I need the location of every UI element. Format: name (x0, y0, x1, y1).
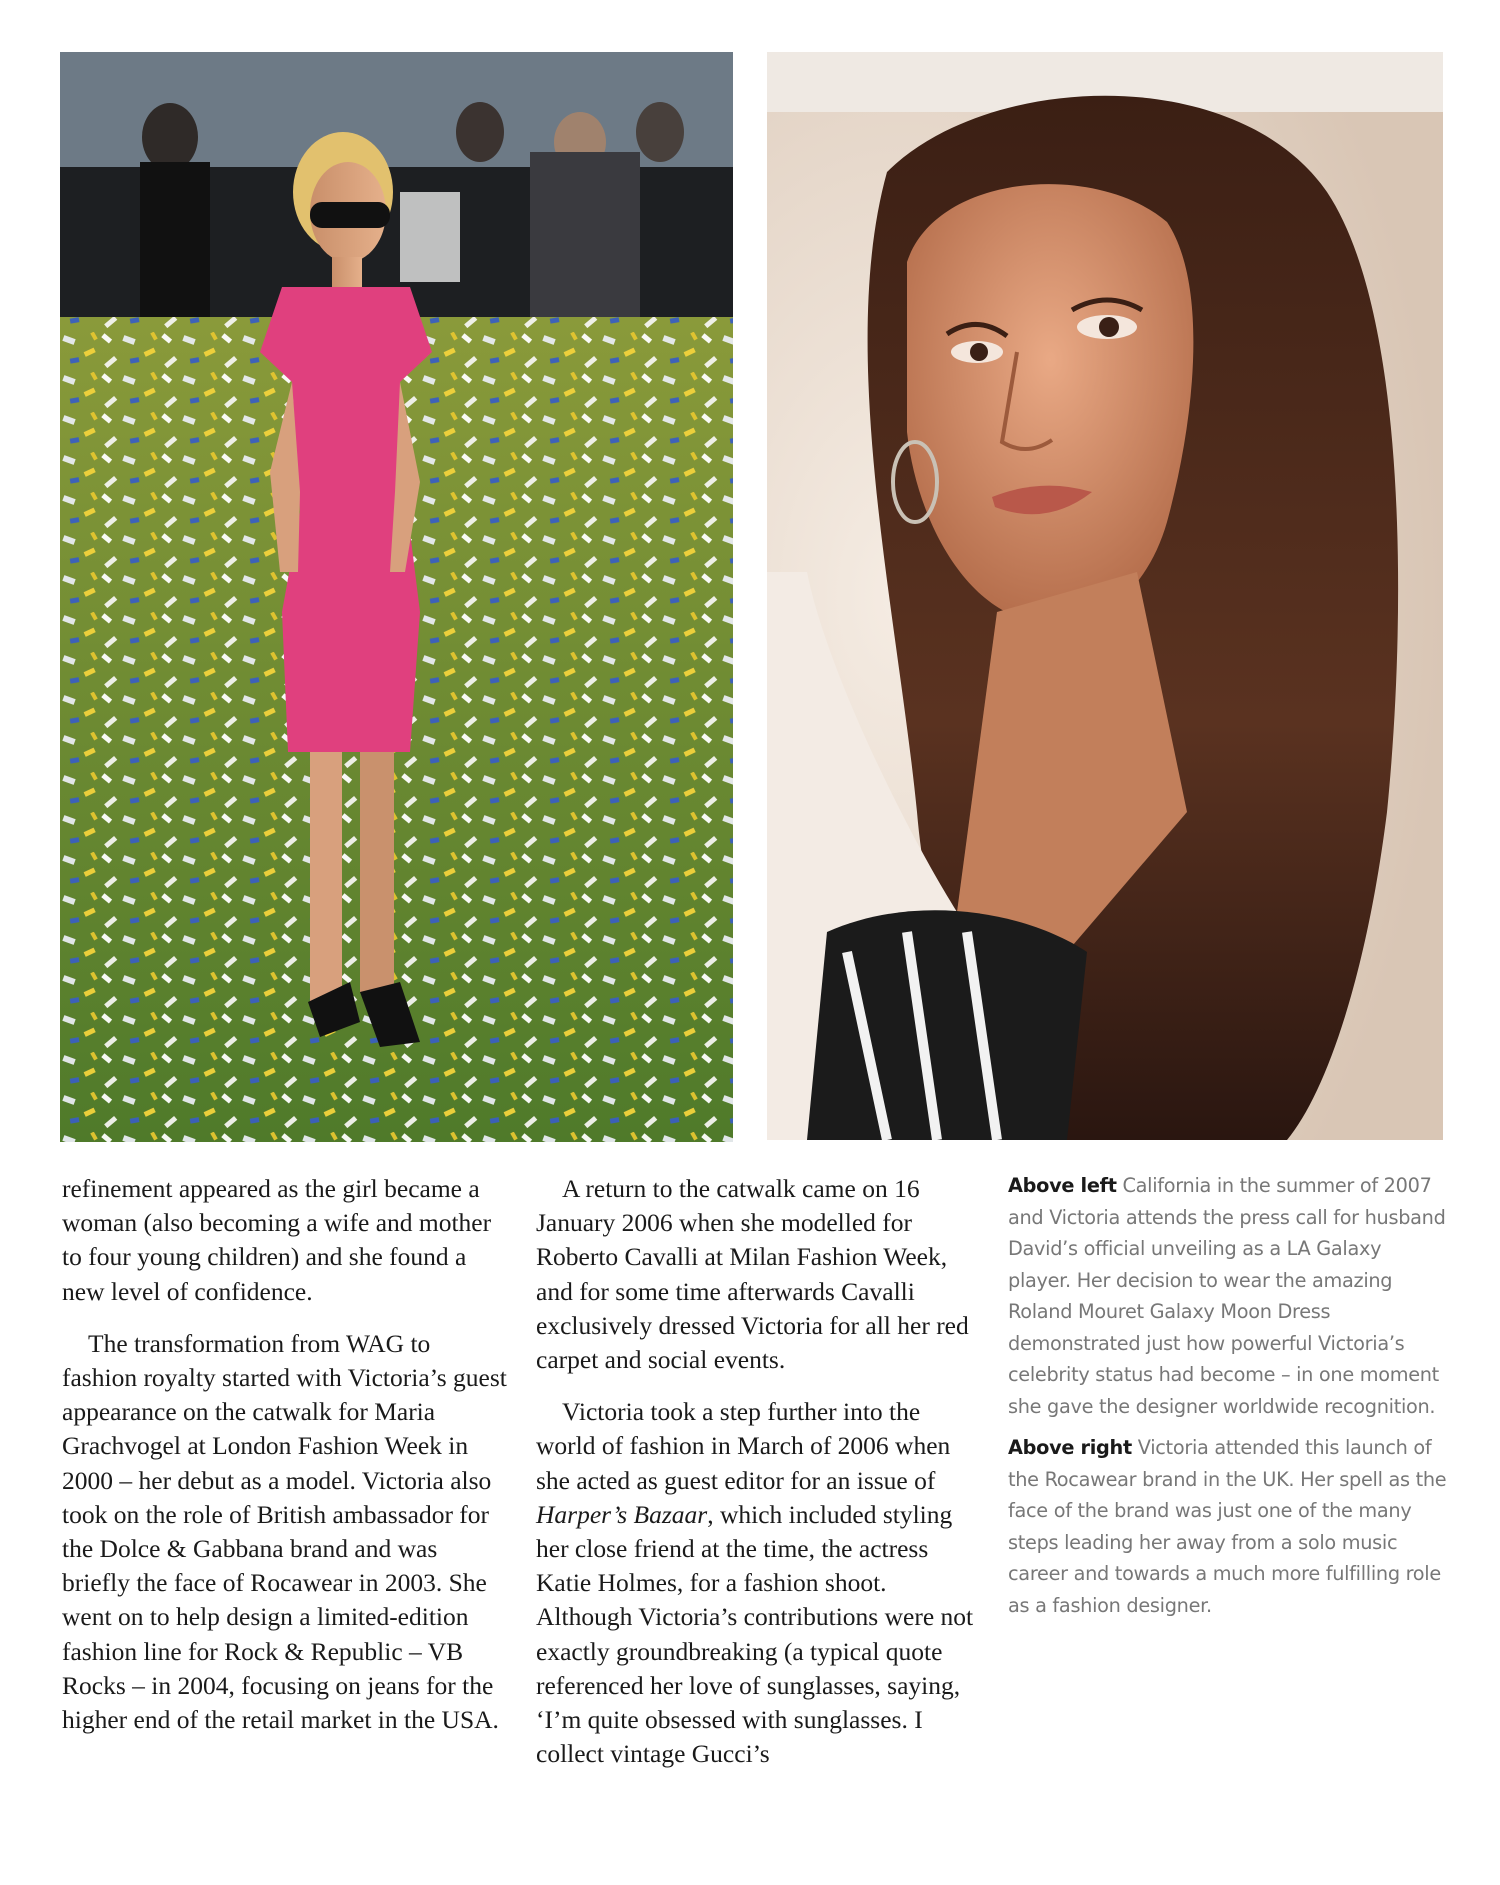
caption-left-label: Above left (1008, 1174, 1117, 1197)
photo-left-illustration (60, 52, 733, 1142)
photo-captions (1008, 1170, 1448, 1631)
caption-right-text: Victoria attended this launch of the Rocawear brand in the UK. Her spell as the face of the brand was just one of the many steps leading her away from a solo music career and towards a much more fulfilling role as a fashion designer. (1008, 1436, 1447, 1617)
body-column-2 (536, 1172, 986, 1771)
magazine-title: Harper’s Bazaar (536, 1499, 708, 1529)
column2-paragraph-2 (536, 1395, 986, 1771)
caption-left (1008, 1170, 1448, 1422)
column2-p2-before: Victoria took a step further into the world of fashion in March of 2006 when she acted as guest editor for an issue of (536, 1397, 951, 1495)
column2-p2-after: , which included styling her close friend at the time, the actress Katie Holmes, for a fashion shoot. Although Victoria’s contributions were not exactly groundbreaking (a typical quote referenced her love of sunglasses, saying, ‘I’m quite obsessed with sunglasses. I collect vintage Gucci’s (536, 1499, 974, 1769)
caption-left-text: California in the summer of 2007 and Victoria attends the press call for husband David’s official unveiling as a LA Galaxy player. Her decision to wear the amazing Roland Mouret Galaxy Moon Dress demonstrated just how powerful Victoria’s celebrity status had become – in one moment she gave the designer worldwide recognition. (1008, 1174, 1446, 1418)
photo-left (60, 52, 733, 1142)
photo-right-illustration (767, 52, 1443, 1140)
column1-paragraph-1: refinement appeared as the girl became a woman (also becoming a wife and mother to four young children) and she found a new level of confidence. (62, 1174, 492, 1306)
caption-right-label: Above right (1008, 1436, 1132, 1459)
column1-paragraph-2: The transformation from WAG to fashion royalty started with Victoria’s guest appearance on the catwalk for Maria Grachvogel at London Fashion Week in 2000 – her debut as a model. Victoria also took on the role of British ambassador for the Dolce & Gabbana brand and was briefly the face of Rocawear in 2003. She went on to help design a limited-edition fashion line for Rock & Republic – VB Rocks – in 2004, focusing on jeans for the higher end of the retail market in the USA. (62, 1328, 507, 1735)
caption-right (1008, 1432, 1448, 1621)
column2-paragraph-1: A return to the catwalk came on 16 January 2006 when she modelled for Roberto Cavalli at Milan Fashion Week, and for some time afterwards Cavalli exclusively dressed Victoria for all her red carpet and social events. (536, 1174, 969, 1375)
body-column-1 (62, 1172, 510, 1737)
photo-right (767, 52, 1443, 1140)
